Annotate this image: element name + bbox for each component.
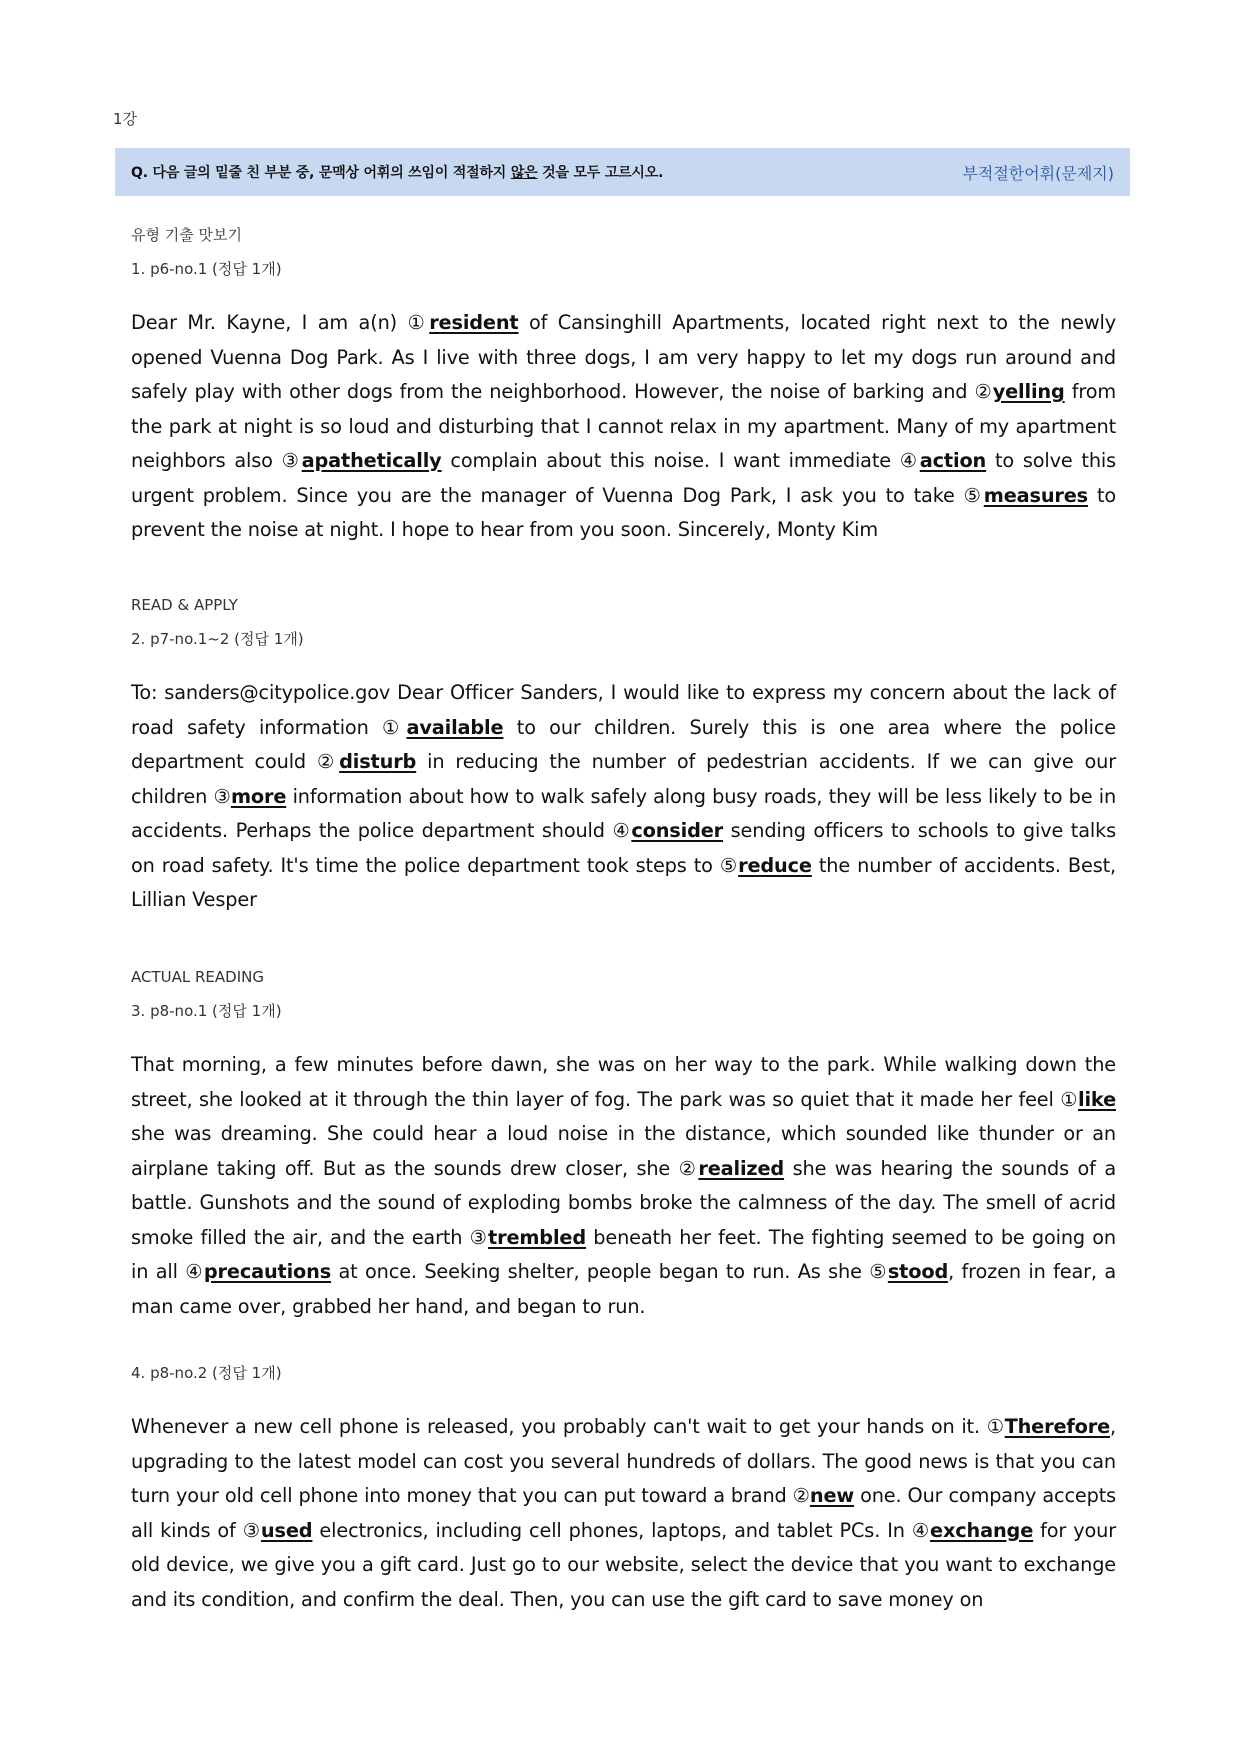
underlined-word: consider (631, 819, 724, 842)
passage-text: in reducing the number of pedestrian accidents. If we can give our children (131, 750, 1116, 808)
choice-number: ② (792, 1484, 810, 1507)
section-item: 4. p8-no.2 (정답 1개) (131, 1364, 282, 1382)
question-underlined: 않은 (510, 165, 538, 181)
passage-text: sending officers to schools to give talks on road safety. It's time the police department took steps to (131, 819, 1117, 877)
choice-number: ③ (281, 449, 302, 472)
question-text (131, 162, 663, 182)
passage (131, 676, 1116, 918)
choice-number: ③ (242, 1518, 261, 1542)
underlined-word: realized (698, 1156, 785, 1180)
passage-text: of Cansinghill Apartments, located right next to the newly opened Vuenna Dog Park. As I live with three dogs, I am very happy to let my dogs run around and safely play with other dogs from the neighborhood. However, the noise of barking and (131, 311, 1117, 403)
section-item: 3. p8-no.1 (정답 1개) (131, 1002, 282, 1020)
choice-number: ① (407, 311, 430, 334)
section-4 (131, 1356, 1116, 1617)
section-2 (131, 588, 1116, 918)
choice-number: ④ (185, 1260, 204, 1283)
underlined-word: new (809, 1484, 855, 1507)
section-3 (131, 960, 1116, 1324)
passage-text: Dear Mr. Kayne, I am a(n) (131, 311, 408, 334)
section-category: READ & APPLY (131, 596, 238, 614)
underlined-word: action (919, 449, 987, 472)
underlined-word: stood (887, 1260, 949, 1283)
passage-text: , upgrading to the latest model can cost you several hundreds of dollars. The good news is that you can turn your old cell phone into money that you can put toward a brand (131, 1415, 1116, 1507)
choice-number: ② (316, 750, 340, 773)
underlined-word: available (406, 715, 504, 739)
question-prefix: Q. 다음 글의 밑줄 친 부분 중, 문맥상 어휘의 쓰임이 적절하지 (131, 165, 511, 181)
passage-text: To: sanders@citypolice.gov Dear Officer Sanders, I would like to express my concern about the lack of road safety information (131, 681, 1116, 739)
underlined-word: used (260, 1518, 313, 1542)
choice-number: ② (678, 1156, 699, 1180)
section-item: 2. p7-no.1~2 (정답 1개) (131, 630, 304, 648)
choice-number: ⑤ (869, 1260, 888, 1283)
passage (131, 1410, 1116, 1617)
underlined-word: measures (983, 483, 1089, 507)
passage-text: to prevent the noise at night. I hope to hear from you soon. Sincerely, Monty Kim (131, 483, 1116, 541)
underlined-word: exchange (930, 1518, 1034, 1542)
passage (131, 1048, 1116, 1324)
choice-number: ① (381, 715, 407, 739)
underlined-word: more (230, 784, 287, 808)
passage-text: she was hearing the sounds of a battle. Gunshots and the sound of exploding bombs broke the calmness of the day. The smell of acrid smoke filled the air, and the earth (131, 1156, 1116, 1249)
underlined-word: trembled (488, 1225, 586, 1249)
underlined-word: like (1078, 1087, 1116, 1111)
passage-text: for your old device, we give you a gift card. Just go to our website, select the device that you want to exchange and its condition, and confirm the deal. Then, you can use the gift card to save money on (131, 1518, 1116, 1611)
choice-number: ② (974, 380, 993, 403)
lesson-label: 1강 (113, 110, 138, 128)
passage (131, 306, 1116, 548)
choice-number: ④ (899, 449, 920, 472)
choice-number: ⑤ (719, 853, 739, 877)
passage-text: That morning, a few minutes before dawn, she was on her way to the park. While walking down the street, she looked at it through the thin layer of fog. The park was so quiet that it made her feel (131, 1053, 1116, 1111)
question-suffix: 것을 모두 고르시오. (537, 165, 664, 181)
section-item: 1. p6-no.1 (정답 1개) (131, 260, 282, 278)
choice-number: ① (986, 1415, 1005, 1438)
choice-number: ④ (612, 819, 632, 842)
underlined-word: reduce (738, 853, 812, 877)
choice-number: ③ (213, 784, 231, 808)
underlined-word: Therefore (1004, 1415, 1111, 1438)
passage-text: from the park at night is so loud and disturbing that I cannot relax in my apartment. Many of my apartment neighbors also (131, 380, 1116, 472)
choice-number: ⑤ (963, 483, 984, 507)
section-1 (131, 218, 1116, 548)
underlined-word: precautions (203, 1260, 332, 1283)
passage-text: information about how to walk safely along busy roads, they will be less likely to be in accidents. Perhaps the police department should (131, 784, 1117, 842)
section-category: 유형 기출 맛보기 (131, 226, 242, 244)
underlined-word: resident (429, 311, 519, 334)
passage-text: , frozen in fear, a man came over, grabbed her hand, and began to run. (131, 1260, 1116, 1318)
passage-text: beneath her feet. The fighting seemed to be going on in all (131, 1225, 1116, 1283)
passage-text: to solve this urgent problem. Since you are the manager of Vuenna Dog Park, I ask you to take (131, 449, 1116, 507)
passage-text: complain about this noise. I want immediate (441, 449, 900, 472)
choice-number: ① (1060, 1087, 1078, 1111)
passage-text: the number of accidents. Best, Lillian Vesper (131, 853, 1117, 911)
question-banner (115, 148, 1130, 196)
choice-number: ④ (911, 1518, 931, 1542)
underlined-word: yelling (992, 380, 1065, 403)
passage-text: she was dreaming. She could hear a loud noise in the distance, which sounded like thunder or an airplane taking off. But as the sounds drew closer, she (131, 1122, 1116, 1180)
passage-text: Whenever a new cell phone is released, you probably can't wait to get your hands on it. (131, 1415, 987, 1438)
passage-text: at once. Seeking shelter, people began to run. As she (331, 1260, 870, 1283)
section-category: ACTUAL READING (131, 968, 264, 986)
passage-text: to our children. Surely this is one area where the police department could (131, 715, 1117, 773)
question-type-tag: 부적절한어휘(문제지) (962, 163, 1114, 183)
underlined-word: apathetically (301, 449, 442, 472)
passage-text: electronics, including cell phones, laptops, and tablet PCs. In (312, 1518, 912, 1542)
passage-text: one. Our company accepts all kinds of (131, 1484, 1117, 1542)
underlined-word: disturb (339, 750, 417, 773)
choice-number: ③ (469, 1225, 489, 1249)
